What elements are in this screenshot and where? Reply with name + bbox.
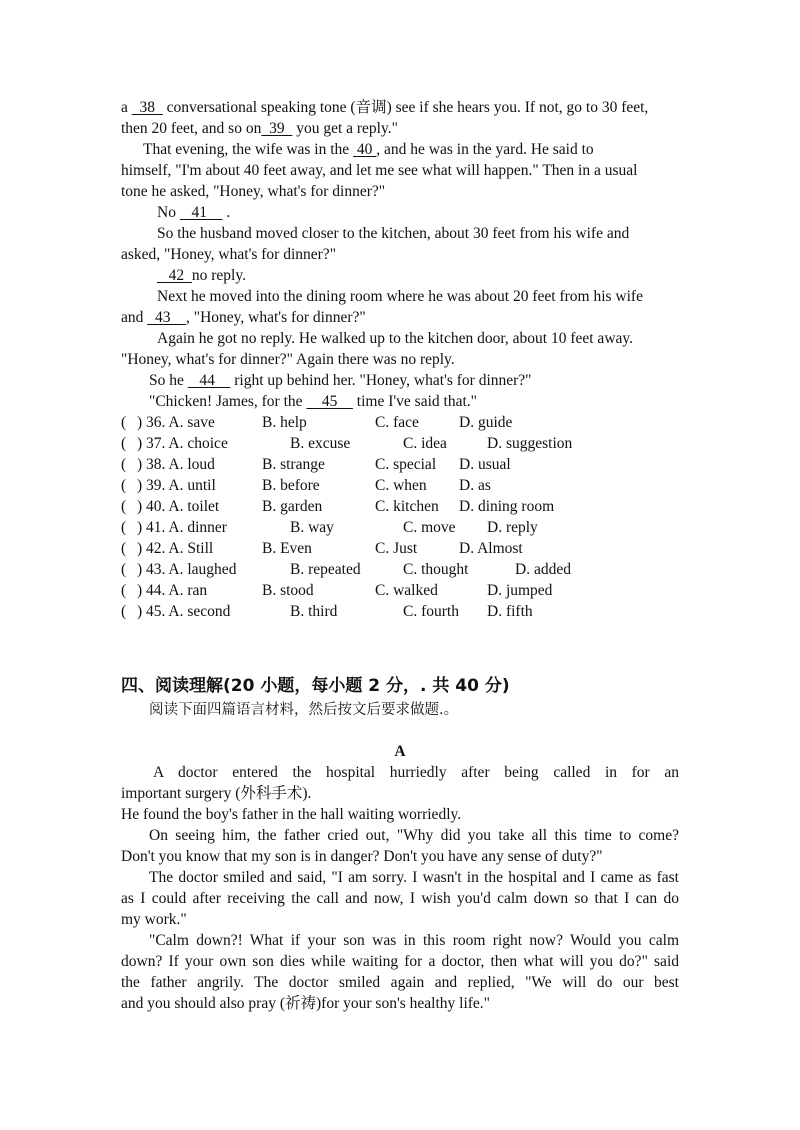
passage-a-line: down? If your own son dies while waiting for a doctor, then what will you do?" said xyxy=(121,953,679,970)
option-c: C. fourth xyxy=(403,603,459,620)
option-row xyxy=(121,517,679,538)
option-a: ) 40. A. toilet xyxy=(137,498,220,515)
option-d: D. suggestion xyxy=(487,435,573,452)
passage-line xyxy=(121,139,679,160)
option-a: ) 41. A. dinner xyxy=(137,519,227,536)
answer-blank: 44 xyxy=(187,372,231,389)
option-b: B. way xyxy=(290,519,334,536)
option-a: ) 42. A. Still xyxy=(137,540,214,557)
option-c: C. idea xyxy=(403,435,447,452)
option-row xyxy=(121,538,679,559)
option-b: B. excuse xyxy=(290,435,351,452)
passage-a-line: my work." xyxy=(121,911,187,928)
option-c: C. face xyxy=(375,414,419,431)
passage-a-line: "Calm down?! What if your son was in this room right now? Would you calm xyxy=(149,932,679,949)
option-c: C. when xyxy=(375,477,427,494)
answer-paren: ( xyxy=(121,435,127,452)
passage-text: No xyxy=(157,204,180,221)
passage-text: Again he got no reply. He walked up to the kitchen door, about 10 feet away. xyxy=(157,330,634,347)
option-c: C. kitchen xyxy=(375,498,439,515)
passage-text: So the husband moved closer to the kitchen, about 30 feet from his wife and xyxy=(157,225,630,242)
option-d: D. reply xyxy=(487,519,538,536)
answer-blank: 45 xyxy=(306,393,353,410)
passage-a-line: He found the boy's father in the hall waiting worriedly. xyxy=(121,806,462,823)
option-row xyxy=(121,580,679,601)
passage-text: So he xyxy=(149,372,188,389)
passage-text: . xyxy=(222,204,231,221)
passage-line xyxy=(121,307,679,328)
option-row xyxy=(121,601,679,622)
answer-paren: ( xyxy=(121,414,127,431)
answer-blank: 42 xyxy=(157,267,192,284)
section-title: 四、阅读理解(20 小题，每小题 2 分，. 共 40 分) xyxy=(121,676,510,696)
cloze-passage xyxy=(121,97,679,412)
passage-line xyxy=(121,118,679,139)
option-d: D. dining room xyxy=(459,498,555,515)
passage-a-title: A xyxy=(394,743,406,760)
option-a: ) 37. A. choice xyxy=(137,435,228,452)
option-c: C. move xyxy=(403,519,456,536)
passage-a-line: The doctor smiled and said, "I am sorry. I wasn't in the hospital and I came as fast xyxy=(149,869,679,886)
option-d: D. as xyxy=(459,477,491,494)
answer-paren: ( xyxy=(121,561,127,578)
passage-text: "Honey, what's for dinner?" Again there was no reply. xyxy=(121,351,455,368)
answer-paren: ( xyxy=(121,582,127,599)
option-d: D. added xyxy=(515,561,571,578)
passage-line xyxy=(121,223,679,244)
option-a: ) 39. A. until xyxy=(137,477,216,494)
option-b: B. third xyxy=(290,603,338,620)
option-d: D. fifth xyxy=(487,603,533,620)
answer-blank: 38 xyxy=(131,99,163,116)
passage-text: conversational speaking tone (音调) see if she hears you. If not, go to 30 feet, xyxy=(162,99,649,116)
passage-a-line: the father angrily. The doctor smiled again and replied, "We will do our best xyxy=(121,974,679,991)
answer-paren: ( xyxy=(121,519,127,536)
passage-line xyxy=(121,370,679,391)
passage-line xyxy=(121,328,679,349)
option-row xyxy=(121,433,679,454)
passage-a-line: and you should also pray (祈祷)for your son's healthy life." xyxy=(121,995,490,1012)
option-b: B. before xyxy=(262,477,320,494)
cloze-options xyxy=(121,412,679,622)
passage-text: right up behind her. "Honey, what's for dinner?" xyxy=(230,372,532,389)
passage-text: no reply. xyxy=(191,267,246,284)
passage-line xyxy=(121,97,679,118)
passage-text: you get a reply." xyxy=(292,120,398,137)
passage-text: asked, "Honey, what's for dinner?" xyxy=(121,246,337,263)
option-a: ) 45. A. second xyxy=(137,603,231,620)
passage-a-line: as I could after receiving the call and now, I wish you'd calm down so that I can do xyxy=(121,890,679,907)
answer-blank: 40 xyxy=(353,141,377,158)
exam-page xyxy=(121,97,679,1014)
answer-blank: 39 xyxy=(261,120,293,137)
passage-text: That evening, the wife was in the xyxy=(143,141,354,158)
option-row xyxy=(121,496,679,517)
option-d: D. jumped xyxy=(487,582,553,599)
passage-line xyxy=(121,265,679,286)
option-c: C. thought xyxy=(403,561,469,578)
option-b: B. Even xyxy=(262,540,312,557)
passage-text: , and he was in the yard. He said to xyxy=(376,141,594,158)
passage-line xyxy=(121,244,679,265)
option-b: B. repeated xyxy=(290,561,361,578)
passage-text: then 20 feet, and so on xyxy=(121,120,262,137)
answer-paren: ( xyxy=(121,603,127,620)
option-row xyxy=(121,475,679,496)
option-b: B. stood xyxy=(262,582,314,599)
passage-text: , "Honey, what's for dinner?" xyxy=(186,309,366,326)
passage-text: himself, "I'm about 40 feet away, and let me see what will happen." Then in a usual xyxy=(121,162,638,179)
passage-a-line: A doctor entered the hospital hurriedly after being called in for an xyxy=(153,764,679,781)
option-a: ) 36. A. save xyxy=(137,414,215,431)
option-a: ) 38. A. loud xyxy=(137,456,215,473)
passage-line xyxy=(121,160,679,181)
section-instruction: 阅读下面四篇语言材料，然后按文后要求做题.。 xyxy=(149,702,459,718)
answer-paren: ( xyxy=(121,540,127,557)
option-d: D. guide xyxy=(459,414,513,431)
option-row xyxy=(121,412,679,433)
option-d: D. Almost xyxy=(459,540,523,557)
option-c: C. walked xyxy=(375,582,438,599)
passage-line xyxy=(121,286,679,307)
option-c: C. Just xyxy=(375,540,418,557)
reading-passage-a xyxy=(121,762,679,1014)
answer-blank: 41 xyxy=(179,204,223,221)
option-b: B. garden xyxy=(262,498,323,515)
option-a: ) 43. A. laughed xyxy=(137,561,237,578)
passage-text: a xyxy=(121,99,132,116)
option-b: B. strange xyxy=(262,456,325,473)
passage-text: time I've said that." xyxy=(352,393,477,410)
option-d: D. usual xyxy=(459,456,511,473)
passage-text: and xyxy=(121,309,148,326)
answer-paren: ( xyxy=(121,477,127,494)
answer-paren: ( xyxy=(121,456,127,473)
option-row xyxy=(121,454,679,475)
passage-text: tone he asked, "Honey, what's for dinner?" xyxy=(121,183,386,200)
passage-line xyxy=(121,391,679,412)
answer-blank: 43 xyxy=(147,309,187,326)
option-b: B. help xyxy=(262,414,307,431)
passage-a-line: important surgery (外科手术). xyxy=(121,785,312,802)
option-row xyxy=(121,559,679,580)
option-a: ) 44. A. ran xyxy=(137,582,208,599)
option-c: C. special xyxy=(375,456,437,473)
passage-line xyxy=(121,349,679,370)
passage-a-line: On seeing him, the father cried out, "Why did you take all this time to come? xyxy=(149,827,679,844)
answer-paren: ( xyxy=(121,498,127,515)
passage-line xyxy=(121,181,679,202)
passage-text: "Chicken! James, for the xyxy=(149,393,307,410)
passage-line xyxy=(121,202,679,223)
passage-a-line: Don't you know that my son is in danger? Don't you have any sense of duty?" xyxy=(121,848,603,865)
passage-text: Next he moved into the dining room where he was about 20 feet from his wife xyxy=(157,288,643,305)
